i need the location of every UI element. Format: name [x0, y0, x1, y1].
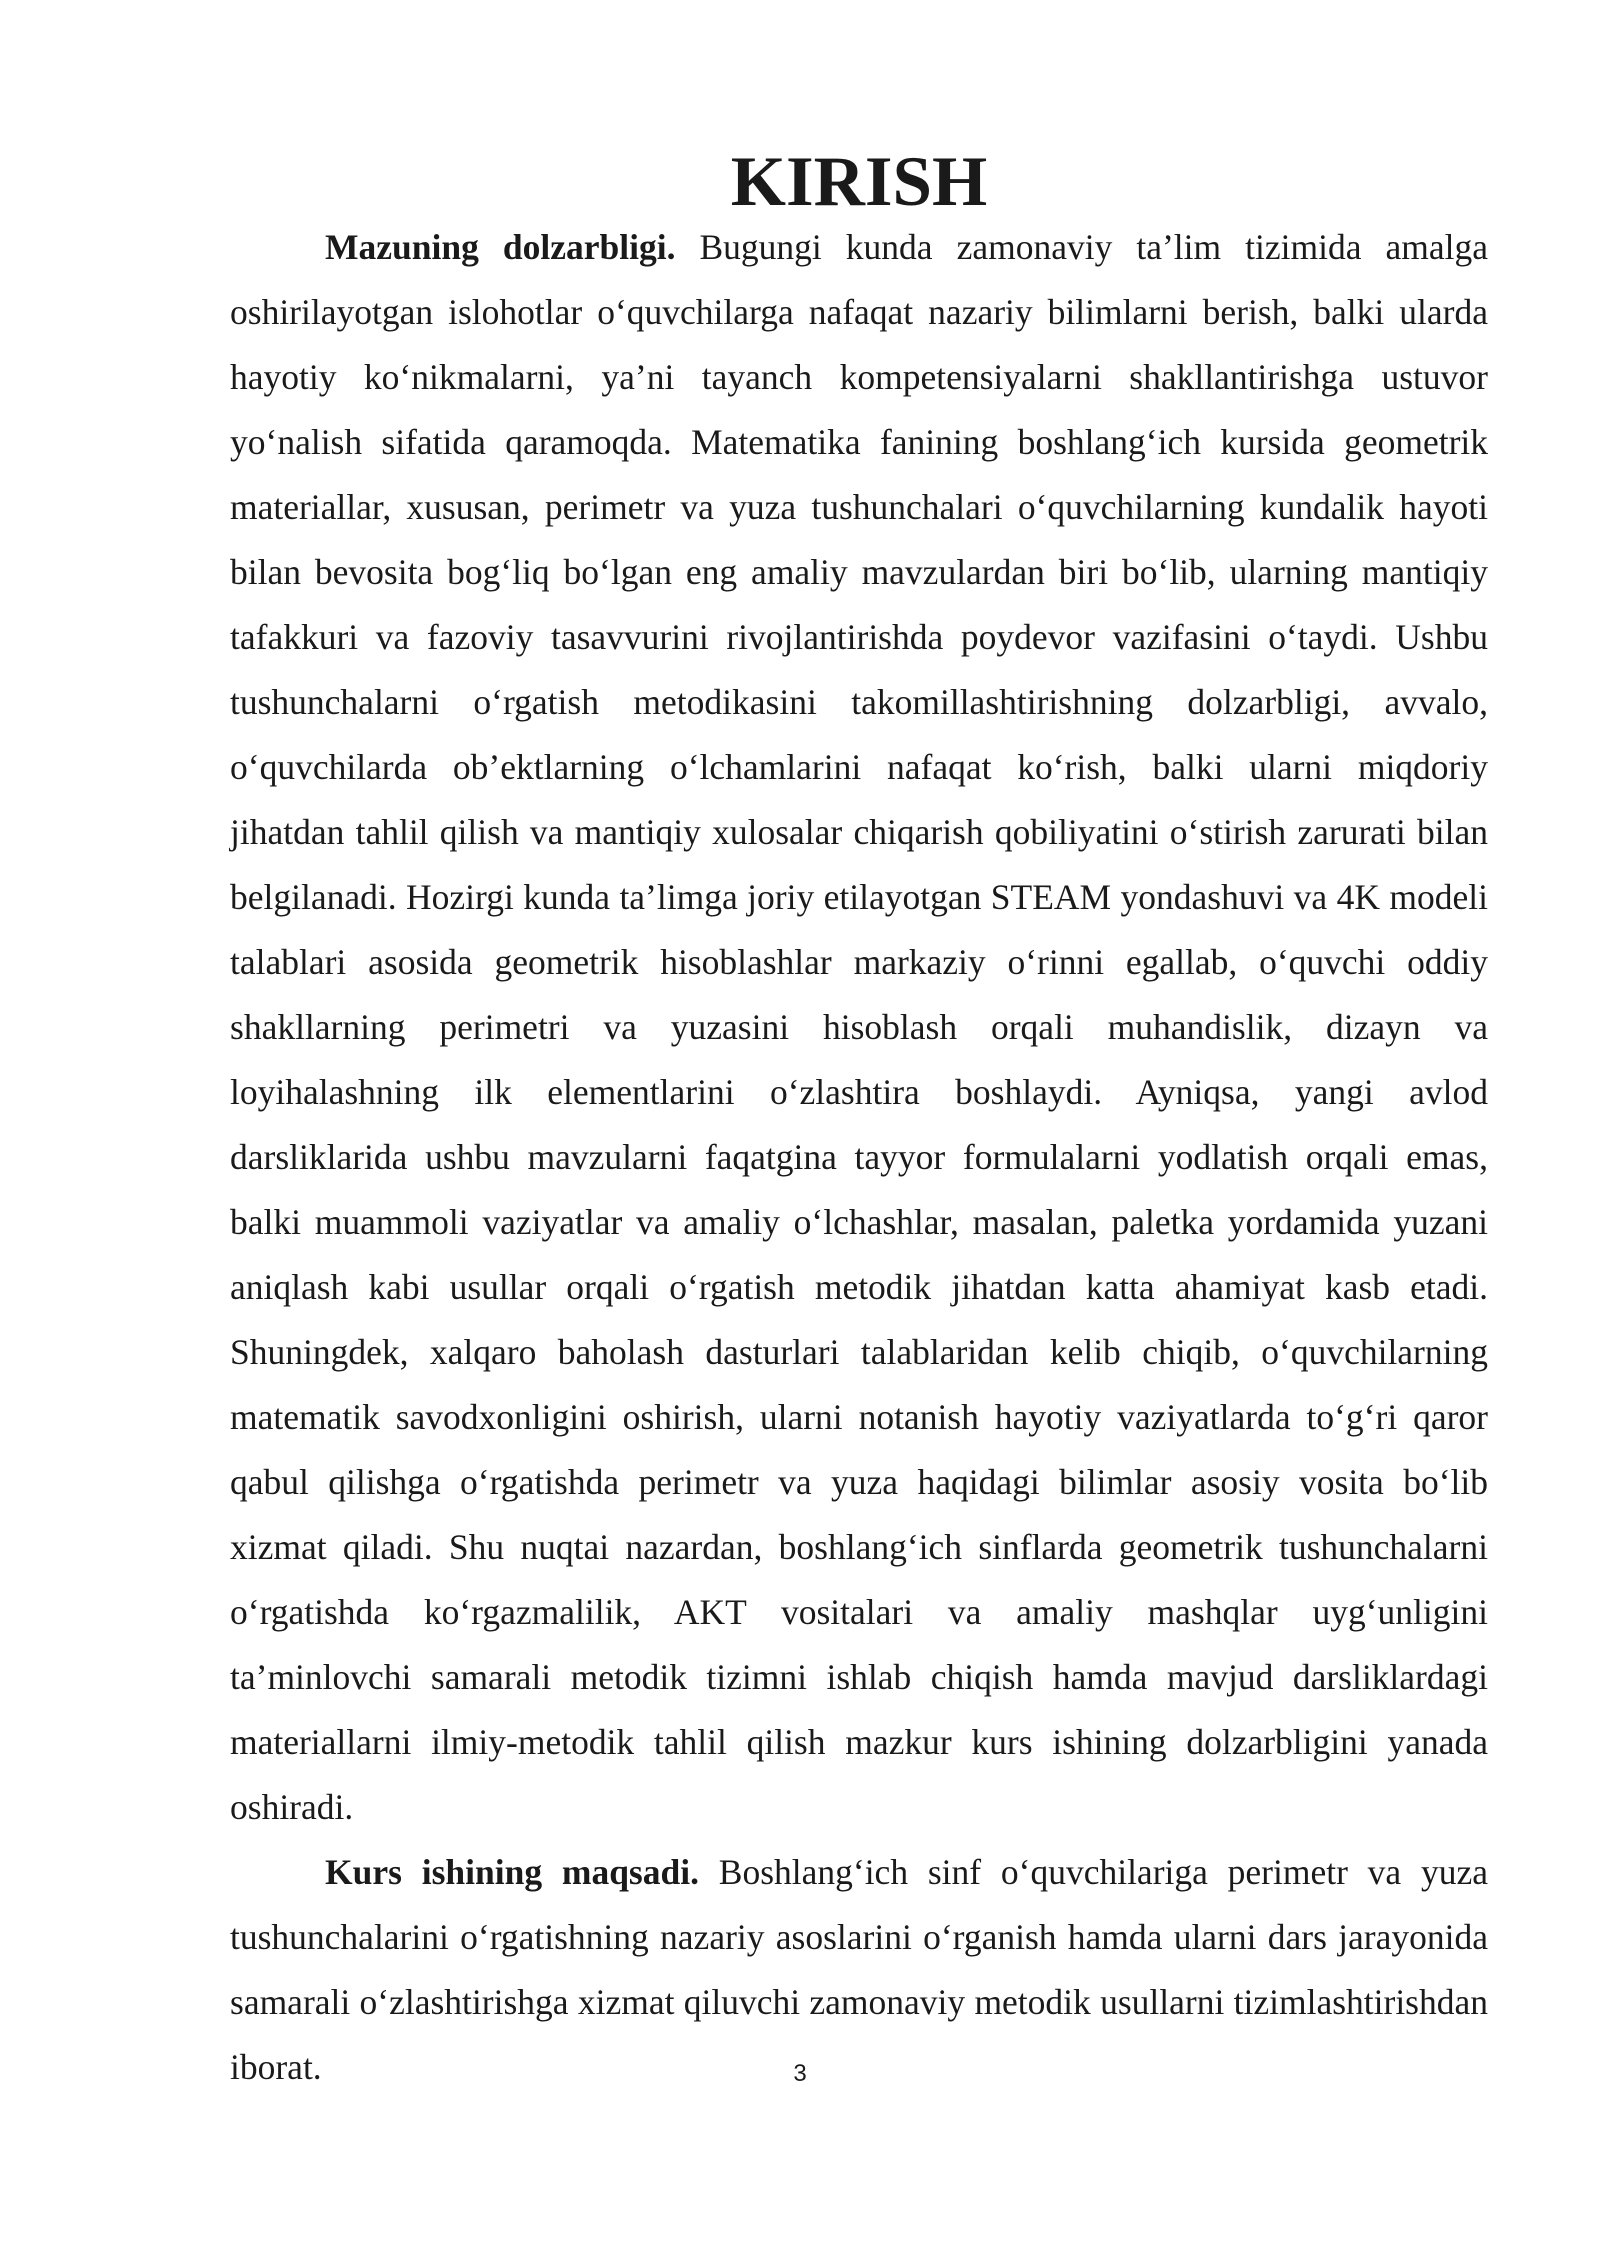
paragraph-relevance [230, 215, 1488, 1840]
page-content [230, 143, 1489, 2100]
paragraph-lead: Kurs ishining maqsadi. [325, 1852, 699, 1892]
paragraph-text: Boshlang‘ich sinf o‘quvchilariga perimetr va yuza tushunchalarini o‘rgatishning nazariy asoslarini o‘rganish hamda ularni dars jarayonida samarali o‘zlashtirishga xizmat qiluvchi zamonaviy metodik usullarni tizimlashtirishdan iborat. [230, 1852, 1488, 2087]
page-number: 3 [793, 2060, 807, 2087]
paragraph-lead: Mazuning dolzarbligi. [325, 227, 676, 267]
page-title: KIRISH [730, 143, 988, 221]
paragraph-text: Bugungi kunda zamonaviy ta’lim tizimida amalga oshirilayotgan islohotlar o‘quvchilarga nafaqat nazariy bilimlarni berish, balki ularda hayotiy ko‘nikmalarni, ya’ni tayanch kompetensiyalarni shakllantirishga ustuvor yo‘nalish sifatida qaramoqda. Matematika fanining boshlang‘ich kursida geometrik materiallar, xususan, perimetr va yuza tushunchalari o‘quvchilarning kundalik hayoti bilan bevosita bog‘liq bo‘lgan eng amaliy mavzulardan biri bo‘lib, ularning mantiqiy tafakkuri va fazoviy tasavvurini rivojlantirishda poydevor vazifasini o‘taydi. Ushbu tushunchalarni o‘rgatish metodikasini takomillashtirishning dolzarbligi, avvalo, o‘quvchilarda ob’ektlarning o‘lchamlarini nafaqat ko‘rish, balki ularni miqdoriy jihatdan tahlil qilish va mantiqiy xulosalar chiqarish qobiliyatini o‘stirish zarurati bilan belgilanadi. Hozirgi kunda ta’limga joriy etilayotgan STEAM yondashuvi va 4K modeli talablari asosida geometrik hisoblashlar markaziy o‘rinni egallab, o‘quvchi oddiy shakllarning perimetri va yuzasini hisoblash orqali muhandislik, dizayn va loyihalashning ilk elementlarini o‘zlashtira boshlaydi. Ayniqsa, yangi avlod darsliklarida ushbu mavzularni faqatgina tayyor formulalarni yodlatish orqali emas, balki muammoli vaziyatlar va amaliy o‘lchashlar, masalan, paletka yordamida yuzani aniqlash kabi usullar orqali o‘rgatish metodik jihatdan katta ahamiyat kasb etadi. Shuningdek, xalqaro baholash dasturlari talablaridan kelib chiqib, o‘quvchilarning matematik savodxonligini oshirish, ularni notanish hayotiy vaziyatlarda to‘g‘ri qaror qabul qilishga o‘rgatishda perimetr va yuza haqidagi bilimlar asosiy vosita bo‘lib xizmat qiladi. Shu nuqtai nazardan, boshlang‘ich sinflarda geometrik tushunchalarni o‘rgatishda ko‘rgazmalilik, AKT vositalari va amaliy mashqlar uyg‘unligini ta’minlovchi samarali metodik tizimni ishlab chiqish hamda mavjud darsliklardagi materiallarni ilmiy-metodik tahlil qilish mazkur kurs ishining dolzarbligini yanada oshiradi. [230, 227, 1489, 1827]
